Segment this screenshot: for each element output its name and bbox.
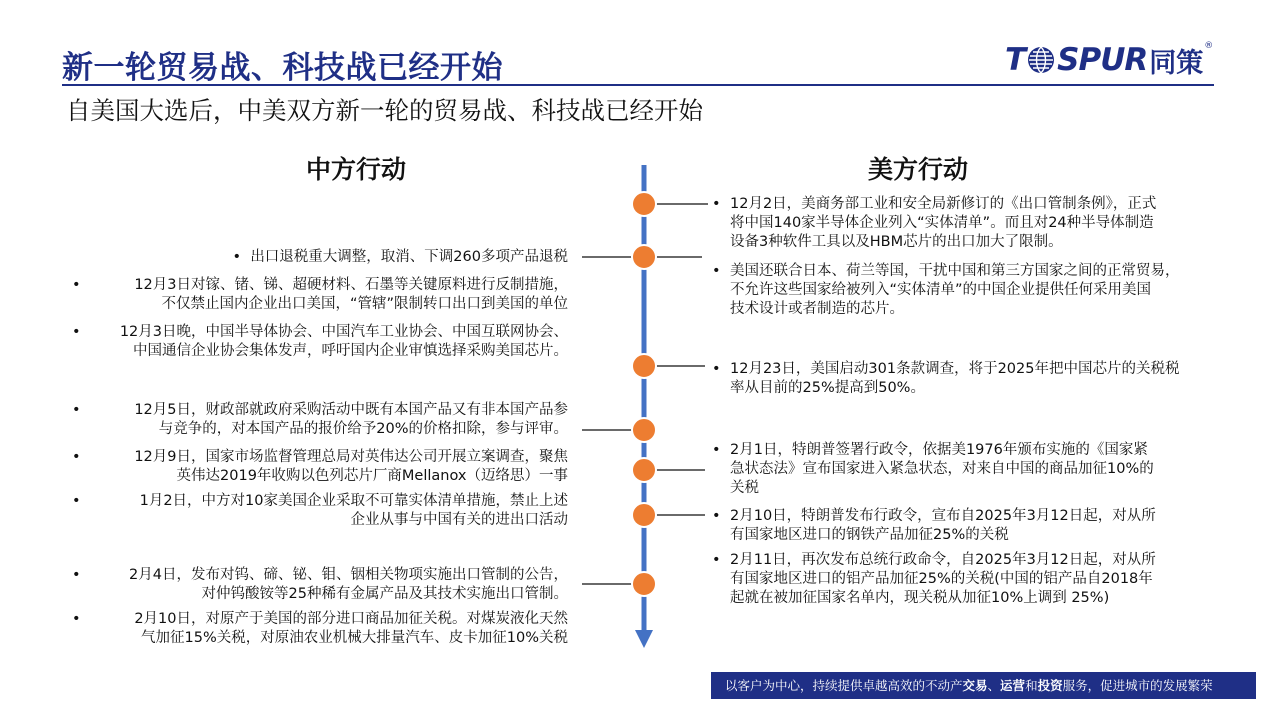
logo-registered-mark: ® (1204, 41, 1214, 51)
action-text-line: 1月2日，中方对10家美国企业采取不可靠实体清单措施，禁止上述 (139, 493, 568, 509)
action-text-line: 出口退税重大调整，取消、下调260多项产品退税 (250, 249, 568, 265)
timeline-node (632, 354, 656, 378)
bullet: • (72, 277, 81, 293)
action-text-line: 12月5日，财政部就政府采购活动中既有本国产品又有非本国产品参 (134, 402, 568, 418)
action-text-line: 急状态法》宣布国家进入紧急状态，对来自中国的商品加征10%的 (730, 461, 1154, 477)
timeline-node (632, 572, 656, 596)
footer-sep: 和 (1025, 678, 1038, 693)
timeline-node (632, 503, 656, 527)
action-text-line: 设备3种软件工具以及HBM芯片的出口加大了限制。 (730, 234, 1063, 250)
action-text-line: 与竞争的，对本国产品的报价给予20%的价格扣除，参与评审。 (158, 421, 568, 437)
footer-keyword-trade: 交易 (962, 678, 988, 693)
action-text-line: 中国通信企业协会集体发声，呼吁国内企业审慎选择采购美国芯片。 (133, 343, 568, 359)
china-action-3 (72, 323, 568, 361)
footer-keyword-operation: 运营 (1000, 678, 1026, 693)
bullet: • (232, 249, 242, 265)
us-action-4 (712, 441, 1232, 498)
action-text-line: 2月1日，特朗普签署行政令，依据美1976年颁布实施的《国家紧 (730, 442, 1148, 458)
footer-sep: 、 (987, 678, 1001, 693)
bullet: • (712, 361, 721, 377)
timeline-arrow-head (635, 630, 653, 648)
page-title: 新一轮贸易战、科技战已经开始 (62, 50, 503, 86)
action-text-line: 技术设计或者制造的芯片。 (730, 301, 904, 317)
footer-slogan-bar (711, 672, 1256, 699)
action-text-line: 关税 (730, 480, 759, 496)
action-text-line: 气加征15%关税，对原油农业机械大排量汽车、皮卡加征10%关税 (141, 630, 568, 646)
action-text-line: 12月23日，美国启动301条款调查，将于2025年把中国芯片的关税税 (730, 361, 1180, 377)
china-action-1 (215, 248, 568, 267)
china-action-6 (72, 492, 568, 530)
action-text-line: 率从目前的25%提高到50%。 (730, 380, 925, 396)
bullet: • (712, 508, 721, 524)
action-text-line: 2月10日，对原产于美国的部分进口商品加征关税。对煤炭液化天然 (134, 611, 568, 627)
bullet: • (712, 263, 721, 279)
action-text-line: 企业从事与中国有关的进出口活动 (350, 512, 568, 528)
china-actions-heading: 中方行动 (306, 155, 407, 184)
action-text-line: 2月11日，再次发布总统行政命令，自2025年3月12日起，对从所 (730, 552, 1156, 568)
logo-letters-spur: SPUR (1057, 42, 1148, 78)
china-action-7 (72, 566, 568, 604)
page-subtitle: 自美国大选后，中美双方新一轮的贸易战、科技战已经开始 (66, 96, 703, 125)
action-text-line: 不仅禁止国内企业出口美国，“管辖”限制转口出口到美国的单位 (161, 296, 568, 312)
action-text-line: 有国家地区进口的铝产品加征25%的关税(中国的铝产品自2018年 (730, 571, 1153, 587)
logo-letter-t: T (1005, 42, 1026, 78)
bullet: • (72, 493, 81, 509)
action-text-line: 起就在被加征国家名单内，现关税从加征10%上调到 25%) (730, 590, 1110, 606)
china-action-8 (72, 610, 568, 648)
footer-keyword-investment: 投资 (1037, 678, 1063, 693)
bullet: • (712, 552, 721, 568)
footer-text-post: 服务，促进城市的发展繁荣 (1062, 678, 1213, 693)
timeline-node (632, 418, 656, 442)
us-action-6 (712, 551, 1232, 608)
action-text-line: 不允许这些国家给被列入“实体清单”的中国企业提供任何采用美国 (730, 282, 1152, 298)
bullet: • (72, 611, 81, 627)
action-text-line: 2月10日，特朗普发布行政令，宣布自2025年3月12日起，对从所 (730, 508, 1156, 524)
bullet: • (72, 449, 81, 465)
bullet: • (72, 402, 81, 418)
action-text-line: 有国家地区进口的钢铁产品加征25%的关税 (730, 527, 1009, 543)
bullet: • (712, 442, 721, 458)
us-action-3 (712, 360, 1232, 398)
us-action-1 (712, 195, 1232, 252)
footer-text-pre: 以客户为中心，持续提供卓越高效的不动产 (725, 678, 963, 693)
china-action-2 (72, 276, 568, 314)
bullet: • (712, 196, 721, 212)
bullet: • (72, 324, 81, 340)
china-action-4 (72, 401, 568, 439)
action-text-line: 12月9日，国家市场监督管理总局对英伟达公司开展立案调查，聚焦 (134, 449, 568, 465)
action-text-line: 美国还联合日本、荷兰等国，干扰中国和第三方国家之间的正常贸易， (730, 263, 1180, 279)
timeline-node (632, 245, 656, 269)
action-text-line: 12月2日，美商务部工业和安全局新修订的《出口管制条例》，正式 (730, 196, 1157, 212)
action-text-line: 12月3日对镓、锗、锑、超硬材料、石墨等关键原料进行反制措施， (134, 277, 568, 293)
timeline-node (632, 192, 656, 216)
us-action-5 (712, 507, 1232, 545)
china-action-5 (72, 448, 568, 486)
us-actions-heading: 美方行动 (868, 155, 969, 184)
action-text-line: 英伟达2019年收购以色列芯片厂商Mellanox（迈络思）一事 (176, 468, 568, 484)
action-text-line: 对仲钨酸铵等25种稀有金属产品及其技术实施出口管制。 (201, 586, 568, 602)
action-text-line: 将中国140家半导体企业列入“实体清单”。而且对24种半导体制造 (730, 215, 1154, 231)
timeline-node (632, 458, 656, 482)
logo-chinese: 同策 (1149, 47, 1204, 79)
bullet: • (72, 567, 81, 583)
us-action-2 (712, 262, 1232, 319)
action-text-line: 2月4日，发布对钨、碲、铋、钼、铟相关物项实施出口管制的公告， (129, 567, 568, 583)
action-text-line: 12月3日晚，中国半导体协会、中国汽车工业协会、中国互联网协会、 (119, 324, 568, 340)
